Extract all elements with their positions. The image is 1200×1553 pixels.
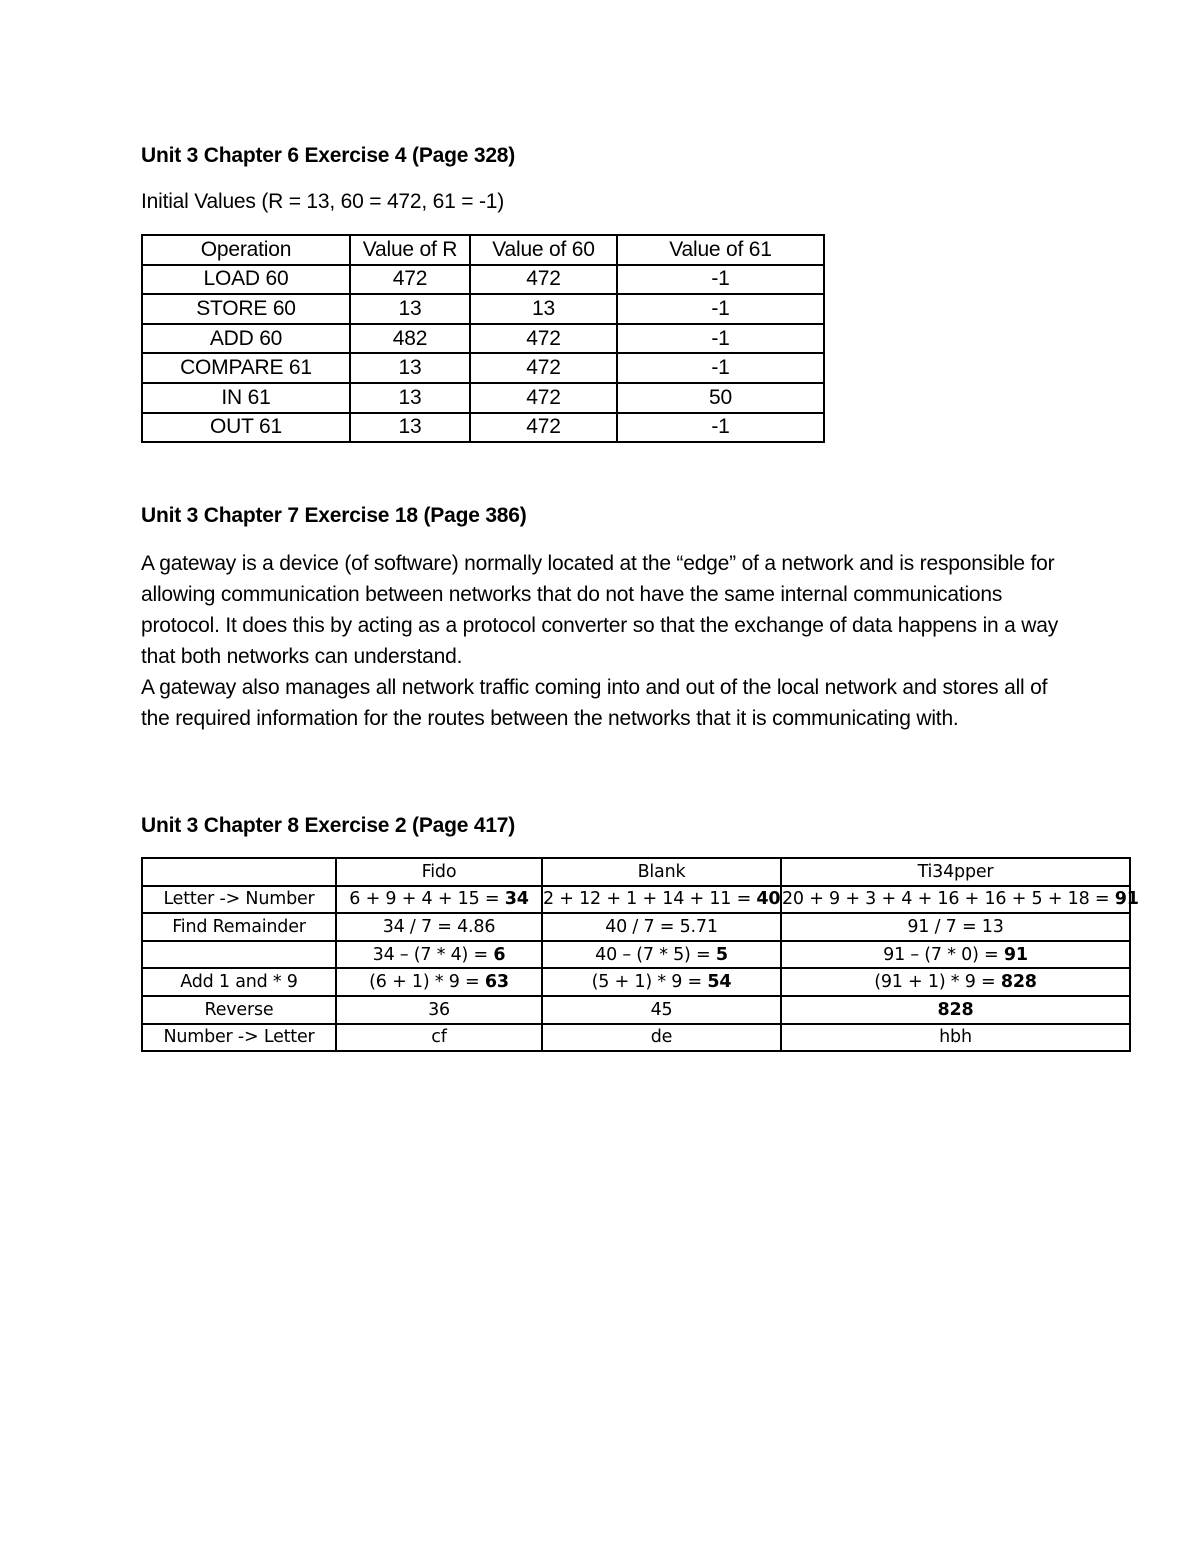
- cell-text: 91 – (7 * 0) =: [883, 944, 1004, 965]
- header-cell: Fido: [336, 858, 542, 886]
- table-cell: 34 / 7 = 4.86: [336, 913, 542, 941]
- table-cell: [542, 941, 781, 969]
- cell-result: 34: [504, 889, 529, 910]
- cell-text: 40 – (7 * 5) =: [595, 944, 716, 965]
- cell-result: 5: [715, 944, 728, 965]
- row-label: Add 1 and * 9: [142, 968, 336, 996]
- table-cell: cf: [336, 1024, 542, 1052]
- row-label: Letter -> Number: [142, 886, 336, 914]
- table-row: [142, 265, 824, 295]
- header-cell: Value of 61: [617, 235, 824, 265]
- cell-result: 63: [484, 972, 509, 993]
- table-cell: [781, 996, 1130, 1024]
- cell-text: 6 + 9 + 4 + 15 =: [349, 889, 505, 910]
- table-cell: de: [542, 1024, 781, 1052]
- table-row: [142, 886, 1130, 914]
- paragraph: A gateway also manages all network traffic coming into and out of the local network and stores all of the required information for the routes between the networks that it is communicating with.: [141, 676, 1048, 730]
- header-cell: Blank: [542, 858, 781, 886]
- table-cell: [781, 886, 1139, 914]
- table-cell: 472: [470, 413, 617, 443]
- header-cell: Operation: [142, 235, 350, 265]
- table-row: [142, 413, 824, 443]
- table-cell: 36: [336, 996, 542, 1024]
- cell-result: 91: [1114, 889, 1139, 910]
- table-cell: 13: [350, 353, 470, 383]
- table-cell: [542, 886, 781, 914]
- table-cell: [542, 968, 781, 996]
- table-row: [142, 996, 1130, 1024]
- row-label: Reverse: [142, 996, 336, 1024]
- gateway-text: [141, 548, 1071, 734]
- section3-heading: Unit 3 Chapter 8 Exercise 2 (Page 417): [141, 814, 516, 837]
- table-cell: -1: [617, 413, 824, 443]
- table-cell: 472: [470, 353, 617, 383]
- table-header-row: [142, 858, 1130, 886]
- table-cell: LOAD 60: [142, 265, 350, 295]
- section1-heading: Unit 3 Chapter 6 Exercise 4 (Page 328): [141, 144, 516, 167]
- table-cell: 472: [350, 265, 470, 295]
- table-cell: 13: [350, 294, 470, 324]
- table-cell: 50: [617, 383, 824, 413]
- paragraph: A gateway is a device (of software) normally located at the “edge” of a network and is responsible for allowing communication between networks that do not have the same internal communications protocol. It does this by acting as a protocol converter so that the exchange of data happens in a way that both networks can understand.: [141, 552, 1059, 668]
- cell-result: 828: [937, 999, 974, 1020]
- table-cell: ADD 60: [142, 324, 350, 354]
- cell-text: 20 + 9 + 3 + 4 + 16 + 16 + 5 + 18 =: [782, 889, 1115, 910]
- header-cell: Value of 60: [470, 235, 617, 265]
- table-cell: [336, 886, 542, 914]
- cell-result: 40: [756, 889, 781, 910]
- operations-table: [141, 234, 825, 443]
- cell-result: 91: [1003, 944, 1028, 965]
- header-cell: [142, 858, 336, 886]
- table-row: [142, 1024, 1130, 1052]
- initial-values-text: Initial Values (R = 13, 60 = 472, 61 = -1): [141, 190, 505, 213]
- table-cell: 13: [350, 413, 470, 443]
- table-cell: -1: [617, 324, 824, 354]
- cell-text: 34 – (7 * 4) =: [372, 944, 494, 965]
- name-hash-table: [141, 857, 1139, 1052]
- table-cell: -1: [617, 265, 824, 295]
- table-cell: -1: [617, 353, 824, 383]
- cell-result: 6: [493, 944, 506, 965]
- table-cell: hbh: [781, 1024, 1130, 1052]
- table-row: [142, 324, 824, 354]
- table-cell: 472: [470, 324, 617, 354]
- table-row: [142, 913, 1130, 941]
- row-label: [142, 941, 336, 969]
- table-cell: [781, 968, 1130, 996]
- table-cell: -1: [617, 294, 824, 324]
- table-cell: 472: [470, 383, 617, 413]
- header-cell: Ti34pper: [781, 858, 1130, 886]
- table-row: [142, 383, 824, 413]
- table-cell: IN 61: [142, 383, 350, 413]
- row-label: Number -> Letter: [142, 1024, 336, 1052]
- table-cell: [781, 941, 1130, 969]
- table-cell: [336, 941, 542, 969]
- cell-result: 54: [707, 972, 732, 993]
- cell-text: (91 + 1) * 9 =: [874, 972, 1001, 993]
- table-cell: OUT 61: [142, 413, 350, 443]
- table-cell: COMPARE 61: [142, 353, 350, 383]
- cell-text: (6 + 1) * 9 =: [369, 972, 485, 993]
- table-row: [142, 294, 824, 324]
- table-cell: 91 / 7 = 13: [781, 913, 1130, 941]
- table-row: [142, 353, 824, 383]
- cell-result: 828: [1000, 972, 1037, 993]
- table-cell: [336, 968, 542, 996]
- cell-text: 2 + 12 + 1 + 14 + 11 =: [543, 889, 757, 910]
- table-cell: 472: [470, 265, 617, 295]
- section2-heading: Unit 3 Chapter 7 Exercise 18 (Page 386): [141, 504, 527, 527]
- table-cell: 13: [470, 294, 617, 324]
- table-cell: 40 / 7 = 5.71: [542, 913, 781, 941]
- cell-text: (5 + 1) * 9 =: [591, 972, 708, 993]
- header-cell: Value of R: [350, 235, 470, 265]
- table-cell: 13: [350, 383, 470, 413]
- table-cell: STORE 60: [142, 294, 350, 324]
- table-header-row: [142, 235, 824, 265]
- table-cell: 482: [350, 324, 470, 354]
- table-row: [142, 941, 1130, 969]
- row-label: Find Remainder: [142, 913, 336, 941]
- table-row: [142, 968, 1130, 996]
- table-cell: 45: [542, 996, 781, 1024]
